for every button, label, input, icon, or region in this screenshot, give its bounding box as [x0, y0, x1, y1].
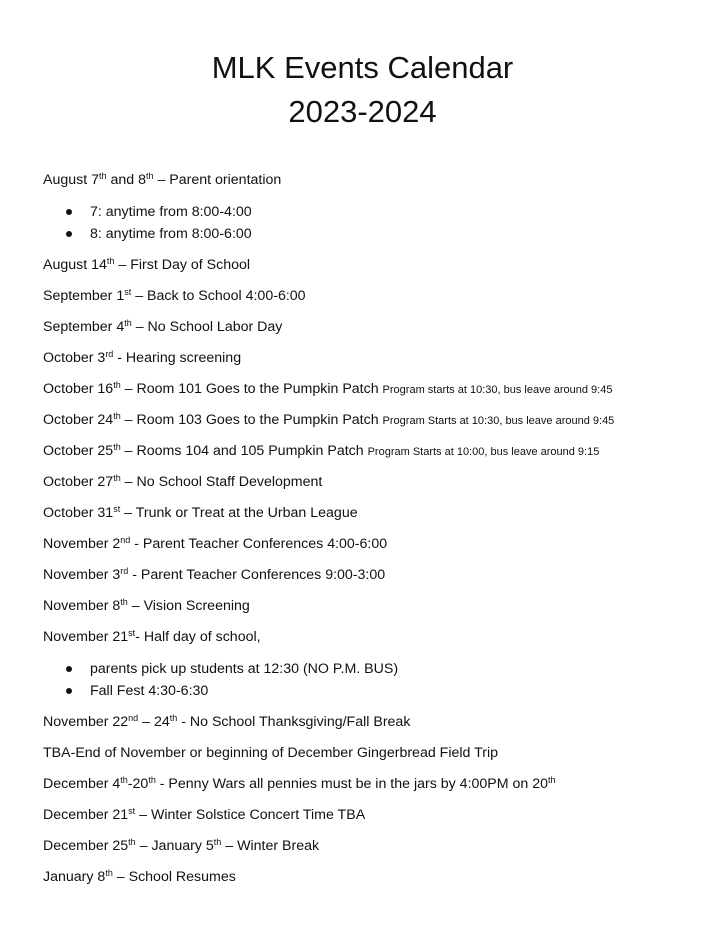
- title-line-1: MLK Events Calendar: [211, 50, 514, 85]
- event-text: - Half day of school,: [135, 629, 261, 645]
- date-suffix: th: [120, 597, 128, 607]
- date-suffix: th: [113, 473, 121, 483]
- date-suffix: th: [548, 775, 556, 785]
- event-text: : anytime from 8:00-6:00: [97, 226, 252, 242]
- event-row: [43, 712, 713, 743]
- date-suffix: th: [99, 171, 107, 181]
- event-date: 8: [90, 226, 98, 242]
- event-row: [43, 317, 713, 348]
- event-text: - Parent Teacher Conferences 4:00-6:00: [130, 536, 388, 552]
- event-date: October 27: [43, 474, 114, 490]
- event-date: December 25: [43, 838, 129, 854]
- date-suffix: rd: [105, 349, 114, 359]
- event-text: TBA-End of November or beginning of December Gingerbread Field Trip: [43, 745, 499, 761]
- event-text: – First Day of School: [114, 257, 251, 273]
- event-note: Program starts at 10:30, bus leave around 9:45: [382, 384, 613, 396]
- event-row: [43, 503, 713, 534]
- event-row: [43, 743, 713, 774]
- event-row: [43, 867, 713, 898]
- event-date-end: -20: [127, 776, 149, 792]
- event-text: – Rooms 104 and 105 Pumpkin Patch: [120, 443, 368, 459]
- event-text: – Parent orientation: [153, 172, 282, 188]
- event-text: – Room 101 Goes to the Pumpkin Patch: [120, 381, 383, 397]
- event-text: – School Resumes: [112, 869, 236, 885]
- page-title: [0, 0, 725, 134]
- event-date: August 14: [43, 257, 107, 273]
- date-suffix: th: [148, 775, 156, 785]
- event-text: - Hearing screening: [113, 350, 242, 366]
- date-suffix: th: [213, 837, 222, 847]
- date-suffix: th: [113, 380, 121, 390]
- event-date: December 4: [43, 776, 121, 792]
- date-suffix: st: [128, 628, 136, 638]
- events-list: [43, 170, 713, 898]
- event-date: September 4: [43, 319, 125, 335]
- bullet-item: [43, 658, 713, 680]
- event-date: October 24: [43, 412, 114, 428]
- event-text: - Parent Teacher Conferences 9:00-3:00: [128, 567, 386, 583]
- date-suffix: nd: [128, 713, 139, 723]
- event-date: November 2: [43, 536, 121, 552]
- event-text: parents pick up students at 12:30 (NO P.M. BUS): [90, 661, 399, 677]
- date-suffix: th: [105, 868, 113, 878]
- event-text: – Winter Solstice Concert Time TBA: [135, 807, 366, 823]
- event-date: December 21: [43, 807, 129, 823]
- event-date-end: and 8: [106, 172, 146, 188]
- event-text: – Back to School 4:00-6:00: [131, 288, 306, 304]
- event-row: [43, 379, 713, 410]
- event-date: November 21: [43, 629, 129, 645]
- event-date-end: – January 5: [135, 838, 214, 854]
- event-row: [43, 627, 713, 647]
- event-date: September 1: [43, 288, 125, 304]
- event-row: [43, 534, 713, 565]
- event-note: Program Starts at 10:30, bus leave around 9:45: [382, 415, 615, 427]
- event-text: – Winter Break: [221, 838, 320, 854]
- date-suffix: st: [128, 806, 136, 816]
- bullet-item: [43, 201, 713, 223]
- event-date: November 3: [43, 567, 121, 583]
- date-suffix: rd: [120, 566, 129, 576]
- date-suffix: th: [113, 411, 121, 421]
- event-text: – Room 103 Goes to the Pumpkin Patch: [120, 412, 383, 428]
- date-suffix: st: [113, 504, 121, 514]
- event-row: [43, 255, 713, 286]
- bullet-item: [43, 223, 713, 245]
- event-row: [43, 774, 713, 805]
- date-suffix: nd: [120, 535, 131, 545]
- date-suffix: th: [145, 171, 154, 181]
- event-date: November 22: [43, 714, 129, 730]
- event-text: - No School Thanksgiving/Fall Break: [177, 714, 411, 730]
- event-date: October 3: [43, 350, 106, 366]
- event-row: [43, 805, 713, 836]
- event-date: October 31: [43, 505, 114, 521]
- bullet-icon: [66, 231, 72, 237]
- event-date: January 8: [43, 869, 106, 885]
- bullet-icon: [66, 688, 72, 694]
- bullet-list: [43, 201, 713, 245]
- date-suffix: th: [124, 318, 132, 328]
- bullet-icon: [66, 209, 72, 215]
- date-suffix: st: [124, 287, 132, 297]
- event-text: – Vision Screening: [127, 598, 250, 614]
- bullet-item: [43, 680, 713, 702]
- date-suffix: th: [106, 256, 115, 266]
- event-date: October 16: [43, 381, 114, 397]
- date-suffix: th: [128, 837, 136, 847]
- date-suffix: th: [169, 713, 178, 723]
- event-text: : anytime from 8:00-4:00: [97, 204, 252, 220]
- event-date: August 7: [43, 172, 100, 188]
- event-date: 7: [90, 204, 98, 220]
- event-text: Fall Fest 4:30-6:30: [90, 683, 209, 699]
- bullet-icon: [66, 666, 72, 672]
- bullet-list: [43, 658, 713, 702]
- event-row: [43, 596, 713, 627]
- event-row: [43, 472, 713, 503]
- event-row: [43, 441, 713, 472]
- date-suffix: th: [113, 442, 121, 452]
- title-line-2: 2023-2024: [288, 94, 437, 129]
- event-row: [43, 410, 713, 441]
- event-date: October 25: [43, 443, 114, 459]
- event-note: Program Starts at 10:00, bus leave around 9:15: [367, 446, 600, 458]
- event-text: – No School Staff Development: [120, 474, 323, 490]
- event-date-end: – 24: [138, 714, 170, 730]
- event-row: [43, 286, 713, 317]
- event-text: – Trunk or Treat at the Urban League: [120, 505, 358, 521]
- event-row: [43, 170, 713, 190]
- event-text: – No School Labor Day: [131, 319, 283, 335]
- date-suffix: th: [120, 775, 128, 785]
- event-row: [43, 565, 713, 596]
- event-row: [43, 348, 713, 379]
- event-date: November 8: [43, 598, 121, 614]
- event-text: - Penny Wars all pennies must be in the jars by 4:00PM on 20: [155, 776, 549, 792]
- event-row: [43, 836, 713, 867]
